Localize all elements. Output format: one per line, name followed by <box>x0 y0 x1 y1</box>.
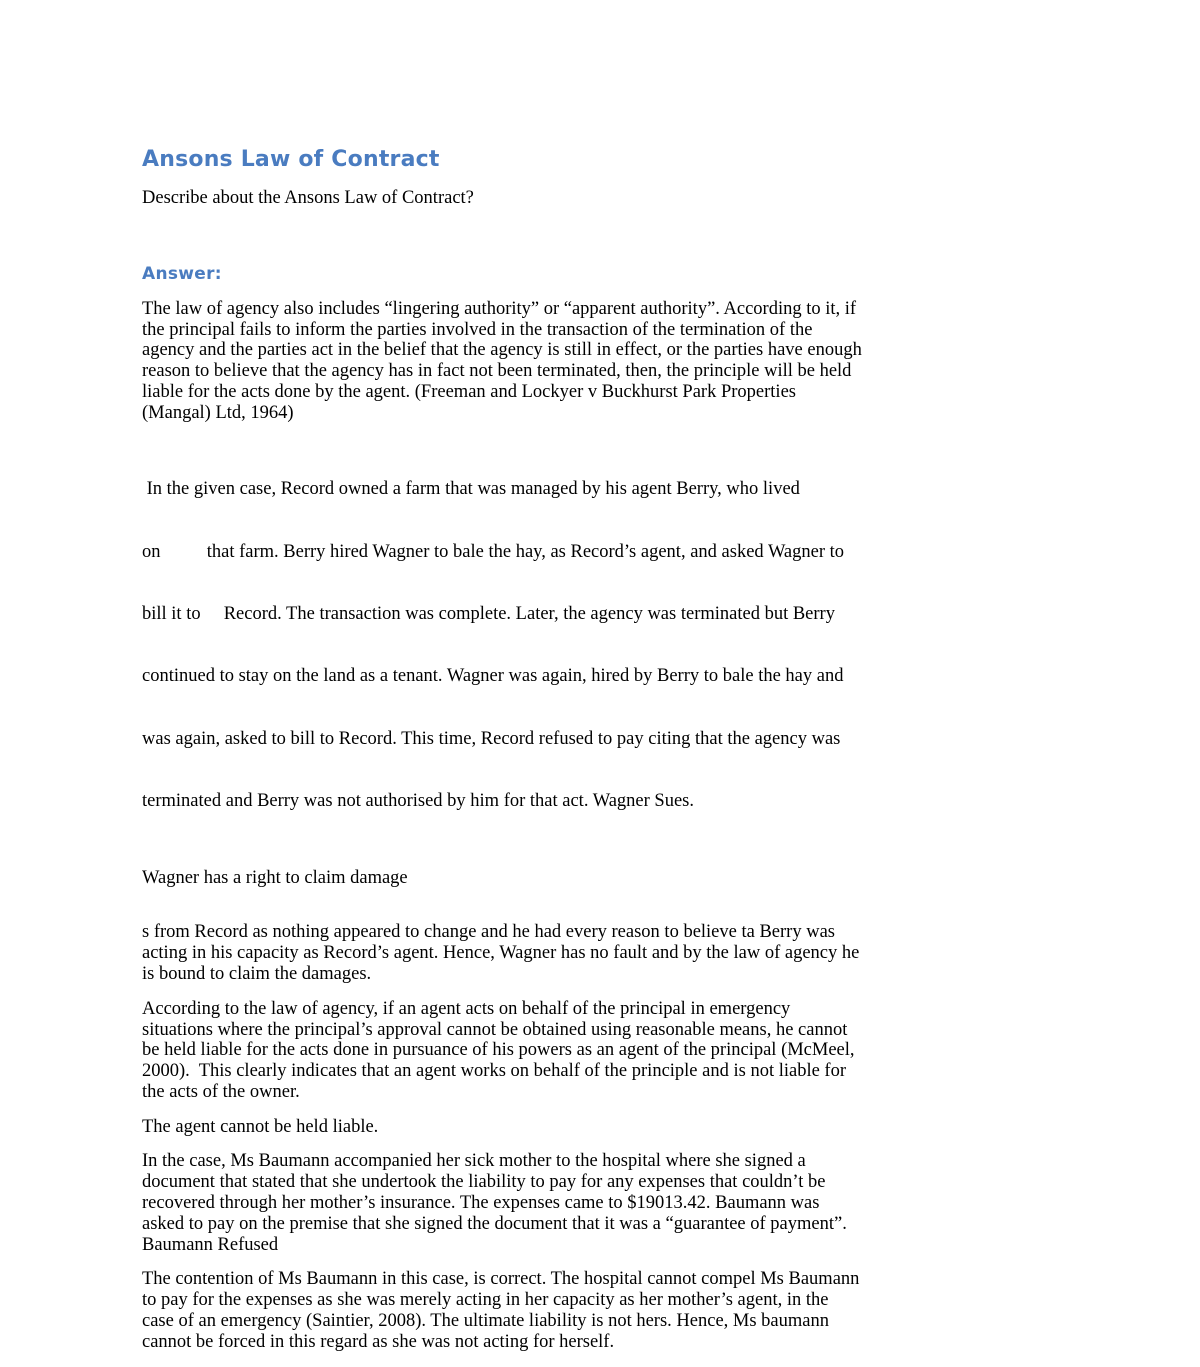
text-line: In the given case, Record owned a farm that was managed by his agent Berry, who lived <box>142 479 800 500</box>
text-line: was again, asked to bill to Record. This time, Record refused to pay citing that the agency was <box>142 728 841 749</box>
document-title: Ansons Law of Contract <box>142 147 440 172</box>
text-line: the principal fails to inform the parties involved in the transaction of the termination of the <box>142 319 813 340</box>
document-body <box>142 146 1062 1367</box>
text-line: Baumann Refused <box>142 1234 279 1255</box>
text-line: (Mangal) Ltd, 1964) <box>142 402 294 423</box>
text-line: recovered through her mother’s insurance. The expenses came to $19013.42. Baumann was <box>142 1193 820 1214</box>
text-line: acting in his capacity as Record’s agent. Hence, Wagner has no fault and by the law of agency he <box>142 943 860 964</box>
text-line: cannot be forced in this regard as she was not acting for herself. <box>142 1331 615 1352</box>
answer-heading: Answer: <box>142 263 222 284</box>
text-line: Wagner has a right to claim damage <box>142 867 408 888</box>
text-line: terminated and Berry was not authorised by him for that act. Wagner Sues. <box>142 791 694 812</box>
paragraph-emergency-agency <box>142 999 1062 1103</box>
text-line: The law of agency also includes “lingering authority” or “apparent authority”. According to it, if <box>142 298 857 319</box>
text-line: to pay for the expenses as she was merely acting in her capacity as her mother’s agent, in the <box>142 1290 829 1311</box>
text-line: case of an emergency (Saintier, 2008). The ultimate liability is not hers. Hence, Ms baumann <box>142 1311 829 1332</box>
text-line: the acts of the owner. <box>142 1081 300 1102</box>
text-line: According to the law of agency, if an agent acts on behalf of the principal in emergency <box>142 998 791 1019</box>
paragraph-wagner-damages <box>142 922 1062 984</box>
text-line: liable for the acts done by the agent. (Freeman and Lockyer v Buckhurst Park Properties <box>142 381 796 402</box>
text-line: on that farm. Berry hired Wagner to bale the hay, as Record’s agent, and asked Wagner to <box>142 541 845 562</box>
paragraph-wagner-claim <box>142 868 1062 889</box>
text-line: situations where the principal’s approval cannot be obtained using reasonable means, he cannot <box>142 1019 848 1040</box>
text-line: be held liable for the acts done in pursuance of his powers as an agent of the principal (McMeel, <box>142 1040 855 1061</box>
text-line: is bound to claim the damages. <box>142 963 372 984</box>
paragraph-apparent-authority <box>142 299 1062 424</box>
text-line: document that stated that she undertook the liability to pay for any expenses that couldn’t be <box>142 1172 826 1193</box>
text-line: bill it to Record. The transaction was complete. Later, the agency was terminated but Berry <box>142 603 835 624</box>
text-line: s from Record as nothing appeared to change and he had every reason to believe ta Berry was <box>142 922 835 943</box>
paragraph-baumann-conclusion <box>142 1269 1062 1352</box>
paragraph-baumann-case <box>142 1151 1062 1255</box>
text-line: The agent cannot be held liable. <box>142 1116 379 1137</box>
text-line: continued to stay on the land as a tenant. Wagner was again, hired by Berry to bale the hay and <box>142 666 844 687</box>
paragraph-agent-not-liable <box>142 1117 1062 1138</box>
text-line: asked to pay on the premise that she signed the document that it was a “guarantee of payment”. <box>142 1213 847 1234</box>
text-line: The contention of Ms Baumann in this case, is correct. The hospital cannot compel Ms Baumann <box>142 1269 860 1290</box>
paragraph-record-case <box>142 438 1062 854</box>
text-line: reason to believe that the agency has in fact not been terminated, then, the principle will be held <box>142 361 852 382</box>
text-line: agency and the parties act in the belief that the agency is still in effect, or the parties have enough <box>142 340 862 361</box>
text-line: 2000). This clearly indicates that an agent works on behalf of the principle and is not liable for <box>142 1061 846 1082</box>
question-text: Describe about the Ansons Law of Contract? <box>142 188 474 208</box>
text-line: In the case, Ms Baumann accompanied her sick mother to the hospital where she signed a <box>142 1151 806 1172</box>
